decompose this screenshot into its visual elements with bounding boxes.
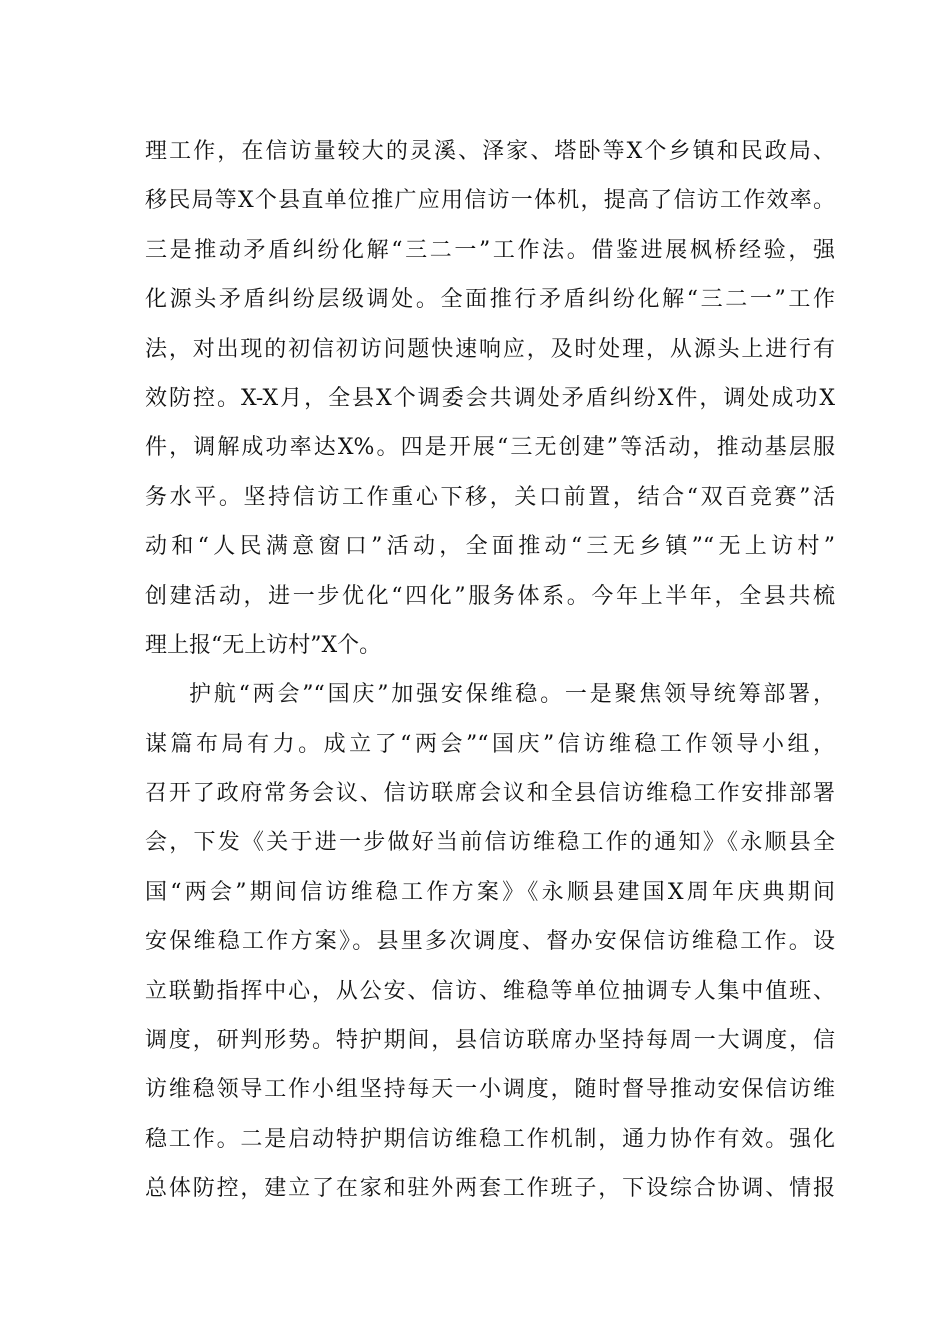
paragraph-1-line: 效防控。X-X月，全县X个调委会共调处矛盾纠纷X件，调处成功X <box>145 385 835 411</box>
document-body <box>145 127 835 1214</box>
paragraph-2-line: 护航“两会”“国庆”加强安保维稳。一是聚焦领导统筹部署， <box>189 682 835 708</box>
paragraph-2-line: 会，下发《关于进一步做好当前信访维稳工作的通知》《永顺县全 <box>145 830 835 856</box>
paragraph-1-line: 理上报“无上访村”X个。 <box>145 632 382 658</box>
paragraph-1-line: 创建活动，进一步优化“四化”服务体系。今年上半年，全县共梳 <box>145 583 835 609</box>
paragraph-2-line: 谋篇布局有力。成立了“两会”“国庆”信访维稳工作领导小组， <box>145 731 835 757</box>
paragraph-1-line: 化源头矛盾纠纷层级调处。全面推行矛盾纠纷化解“三二一”工作 <box>145 287 835 313</box>
paragraph-2-line: 稳工作。二是启动特护期信访维稳工作机制，通力协作有效。强化 <box>145 1126 835 1152</box>
paragraph-1-line: 三是推动矛盾纠纷化解“三二一”工作法。借鉴进展枫桥经验，强 <box>145 237 835 263</box>
paragraph-1-line: 理工作，在信访量较大的灵溪、泽家、塔卧等X个乡镇和民政局、 <box>145 139 835 164</box>
paragraph-2-line: 立联勤指挥中心，从公安、信访、维稳等单位抽调专人集中值班、 <box>145 978 835 1004</box>
paragraph-1-line: 移民局等X个县直单位推广应用信访一体机，提高了信访工作效率。 <box>145 188 835 214</box>
paragraph-1-line: 动和“人民满意窗口”活动，全面推动“三无乡镇”“无上访村” <box>145 534 835 560</box>
paragraph-2-line: 调度，研判形势。特护期间，县信访联席办坚持每周一大调度，信 <box>145 1028 835 1054</box>
paragraph-2-line: 召开了政府常务会议、信访联席会议和全县信访维稳工作安排部署 <box>145 781 835 807</box>
paragraph-2-line: 总体防控，建立了在家和驻外两套工作班子，下设综合协调、情报 <box>145 1176 835 1202</box>
paragraph-1-line: 务水平。坚持信访工作重心下移，关口前置，结合“双百竞赛”活 <box>145 484 835 510</box>
paragraph-1-line: 法，对出现的初信初访问题快速响应，及时处理，从源头上进行有 <box>145 336 835 362</box>
paragraph-2-line: 国“两会”期间信访维稳工作方案》《永顺县建国X周年庆典期间 <box>145 879 835 905</box>
paragraph-1-line: 件，调解成功率达X%。四是开展“三无创建”等活动，推动基层服 <box>145 435 836 461</box>
paragraph-2-line: 访维稳领导工作小组坚持每天一小调度，随时督导推动安保信访维 <box>145 1077 835 1103</box>
paragraph-2-line: 安保维稳工作方案》。县里多次调度、督办安保信访维稳工作。设 <box>145 929 835 955</box>
